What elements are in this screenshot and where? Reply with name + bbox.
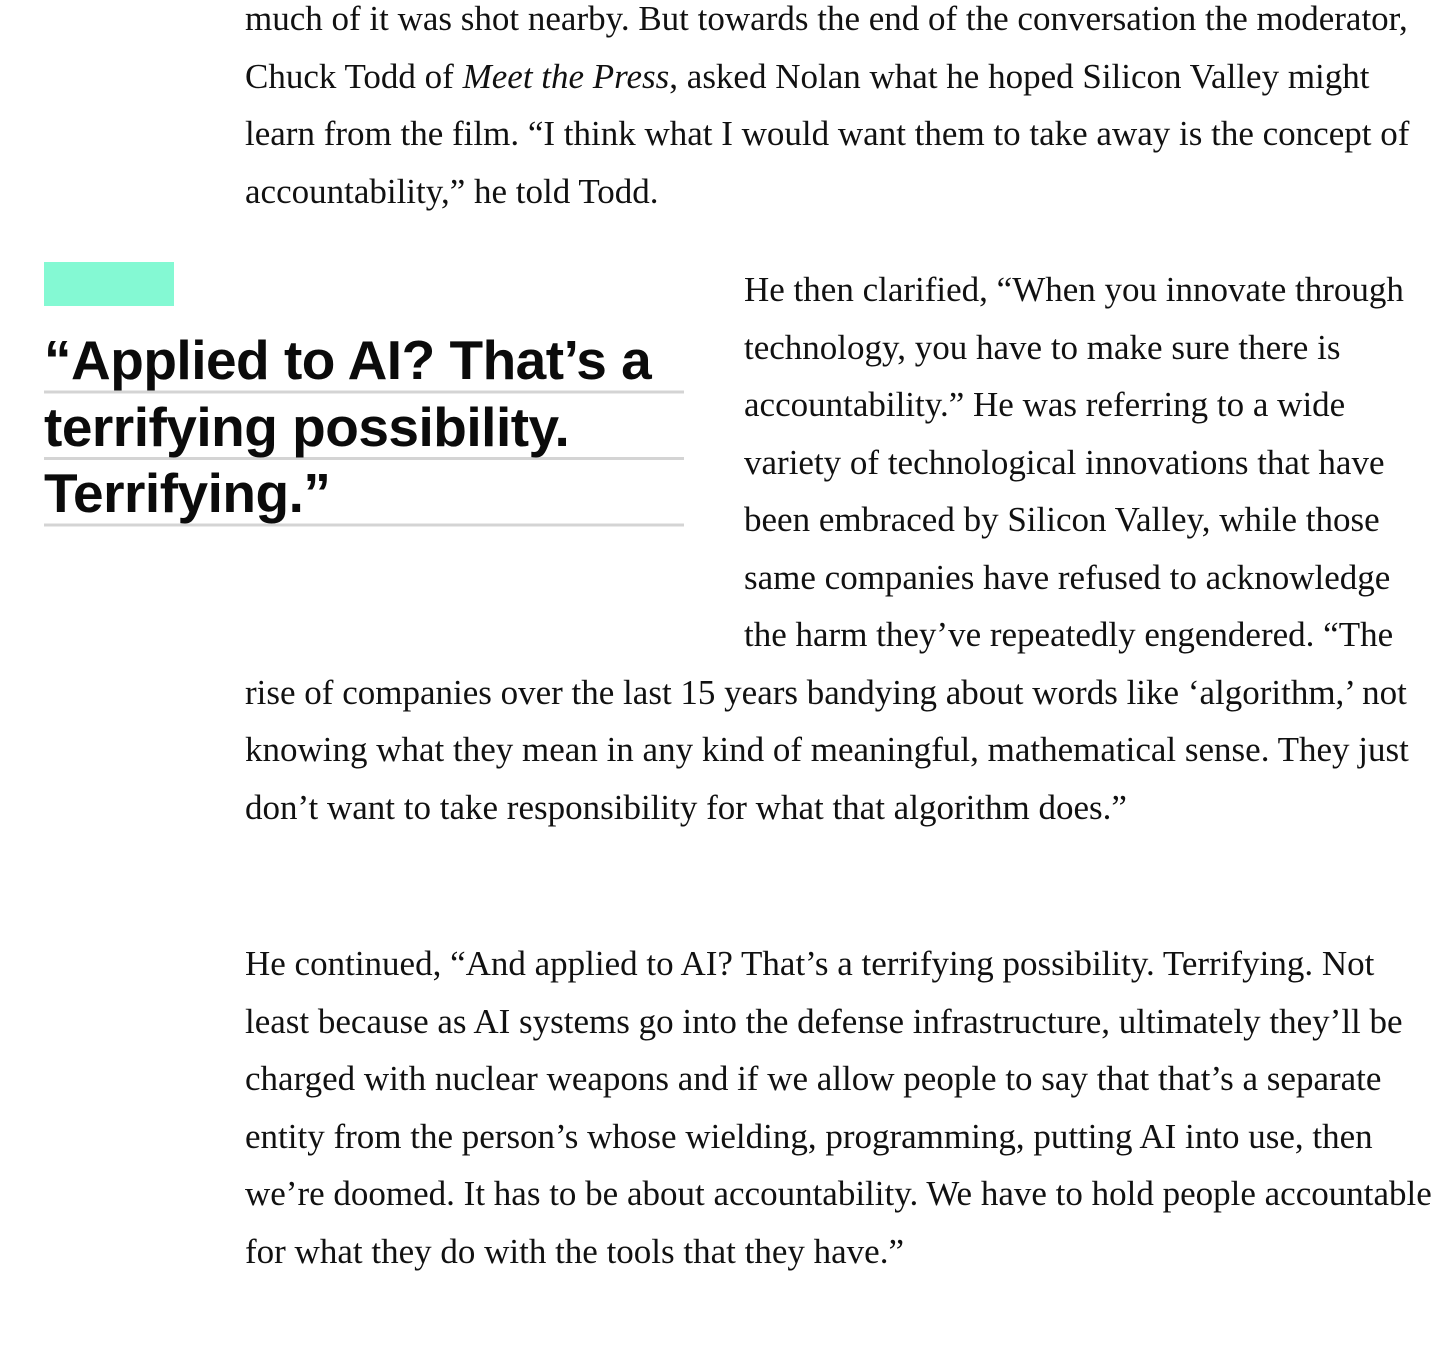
pull-quote-text: “Applied to AI? That’s a terrifying possibility. Terrifying.” [44, 327, 684, 527]
paragraph-3: He continued, “And applied to AI? That’s a terrifying possibility. Terrifying. Not least because as AI systems go into the defense infrastructure, ultimately they’ll be charged with nuclear weapons and if we allow people to say that that’s a separate entity from the person’s whose wielding, programming, putting AI into use, then we’re doomed. It has to be about accountability. We have to hold people accountable for what they do with the tools that they have.” [245, 944, 1432, 1271]
paragraph-2-with-pull-quote [44, 261, 1435, 836]
paragraph-1-text-start: much of it was shot nearby. But towards the end of the conversation the moderator, Chuck Todd of [245, 0, 1408, 96]
paragraph-1 [245, 0, 1440, 220]
pull-quote-accent-bar [44, 262, 174, 306]
show-title: Meet the Press [462, 56, 670, 96]
paragraph-1-text-end: , asked Nolan what he hoped Silicon Valley might learn from the film. “I think what I would want them to take away is the concept of accountability,” he told Todd. [245, 56, 1410, 211]
paragraph-2: He then clarified, “When you innovate through technology, you have to make sure there is accountability.” He was referring to a wide variety of technological innovations that have been embraced by Silicon Valley, while those same companies have refused to acknowledge the harm they’ve repeatedly engendered. “The rise of companies over the last 15 years bandying about words like ‘algorithm,’ not knowing what they mean in any kind of meaningful, mathematical sense. They just don’t want to take responsibility for what that algorithm does.” [245, 270, 1409, 827]
pull-quote [44, 261, 684, 621]
